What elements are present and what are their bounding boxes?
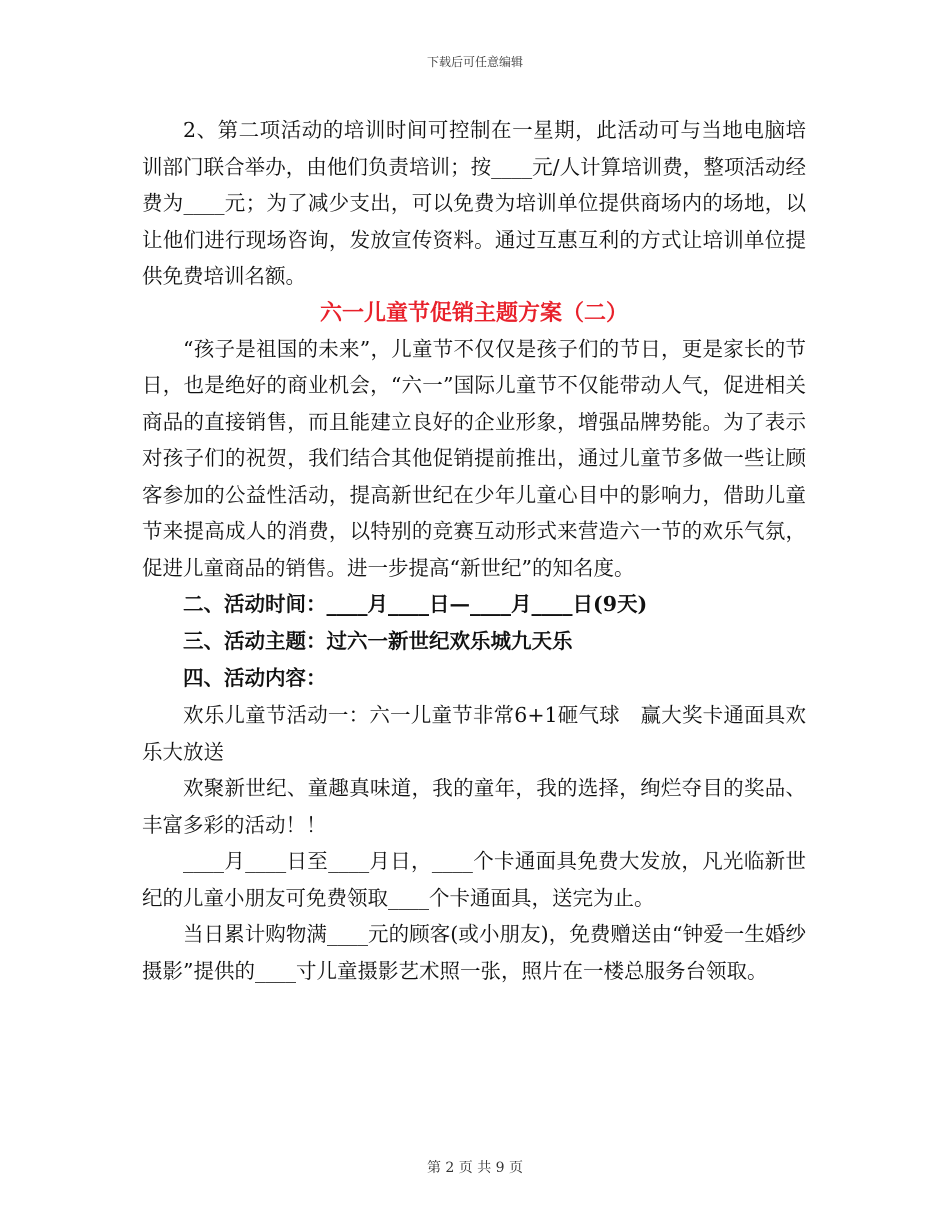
document-body xyxy=(142,112,806,989)
paragraph-photo-gift: 当日累计购物满____元的顾客(或小朋友)，免费赠送由“钟爱一生婚纱摄影”提供的____寸儿童摄影艺术照一张，照片在一楼总服务台领取。 xyxy=(142,922,806,983)
page-header: 下载后可任意编辑 xyxy=(426,55,523,69)
paragraph-activity-one: 欢乐儿童节活动一：六一儿童节非常6+1砸气球 赢大奖卡通面具欢乐大放送 xyxy=(142,703,806,764)
paragraph-intro: “孩子是祖国的未来”，儿童节不仅仅是孩子们的节日，更是家长的节日，也是绝好的商业机会，“六一”国际儿童节不仅能带动人气，促进相关商品的直接销售，而且能建立良好的企业形象，增强品牌势能。为了表示对孩子们的祝贺，我们结合其他促销提前推出，通过儿童节多做一些让顾客参加的公益性活动，提高新世纪在少年儿童心目中的影响力，借助儿童节来提高成人的消费，以特别的竞赛互动形式来营造六一节的欢乐气氛，促进儿童商品的销售。进一步提高“新世纪”的知名度。 xyxy=(142,336,806,580)
paragraph-training: 2、第二项活动的培训时间可控制在一星期，此活动可与当地电脑培训部门联合举办，由他们负责培训；按____元/人计算培训费，整项活动经费为____元；为了减少支出，可以免费为培训单位提供商场内的场地，以让他们进行现场咨询，发放宣传资料。通过互惠互利的方式让培训单位提供免费培训名额。 xyxy=(142,118,806,288)
page-footer: 第 2 页 共 9 页 xyxy=(426,1160,524,1176)
heading-activity-content: 四、活动内容： xyxy=(183,666,327,690)
section-title: 六一儿童节促销主题方案（二） xyxy=(319,299,628,326)
paragraph-slogan: 欢聚新世纪、童趣真味道，我的童年，我的选择，绚烂夺目的奖品、丰富多彩的活动！！ xyxy=(142,776,806,837)
heading-activity-time: 二、活动时间：____月____日—____月____日(9天) xyxy=(183,592,648,616)
heading-activity-theme: 三、活动主题：过六一新世纪欢乐城九天乐 xyxy=(183,629,573,653)
paragraph-masks: ____月____日至____月日，____个卡通面具免费大发放，凡光临新世纪的儿童小朋友可免费领取____个卡通面具，送完为止。 xyxy=(142,849,806,910)
